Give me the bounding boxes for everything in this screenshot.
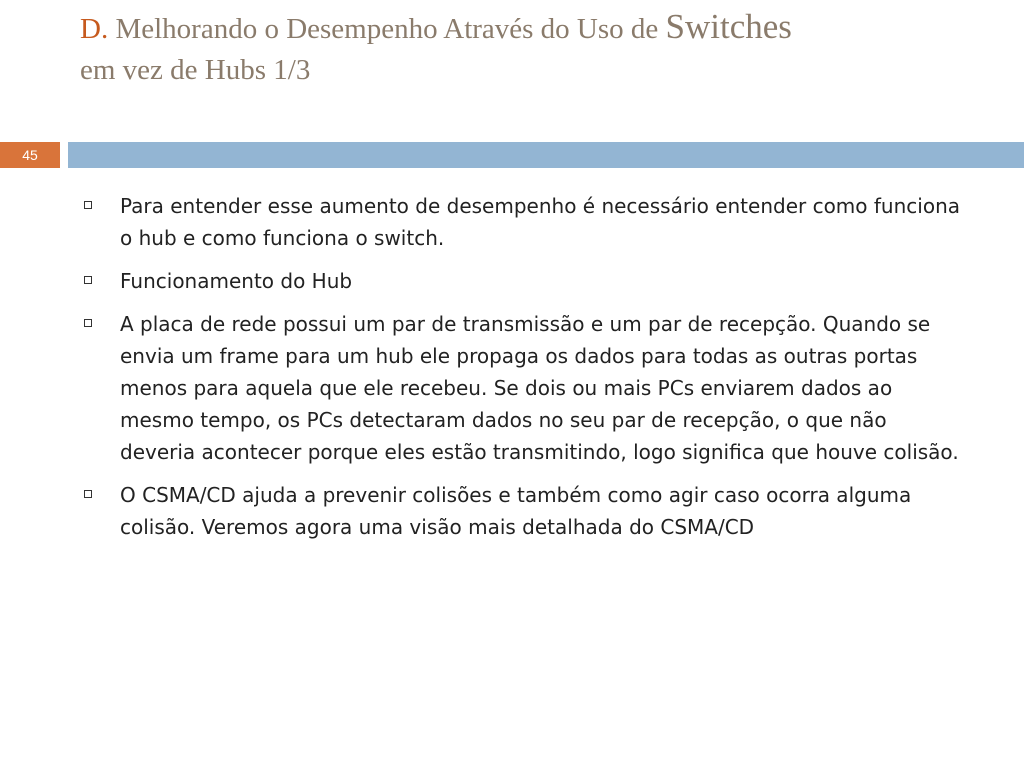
title-emphasis: Switches bbox=[665, 7, 792, 46]
square-bullet-icon bbox=[84, 276, 92, 284]
title-line-2: em vez de Hubs 1/3 bbox=[80, 54, 311, 86]
bullet-text: Para entender esse aumento de desempenho é necessário entender como funciona o hub e como funciona o switch. bbox=[120, 194, 960, 250]
slide-title bbox=[80, 6, 980, 91]
bullet-item bbox=[84, 479, 964, 543]
title-prefix: D. bbox=[80, 13, 109, 45]
header-bar bbox=[68, 142, 1024, 168]
square-bullet-icon bbox=[84, 201, 92, 209]
title-text: Melhorando o Desempenho Através do Uso de bbox=[108, 13, 666, 45]
slide-number: 45 bbox=[0, 142, 60, 168]
bullet-item bbox=[84, 265, 964, 297]
bullet-text: O CSMA/CD ajuda a prevenir colisões e também como agir caso ocorra alguma colisão. Veremos agora uma visão mais detalhada do CSMA/CD bbox=[120, 483, 912, 539]
bullet-item bbox=[84, 308, 964, 468]
square-bullet-icon bbox=[84, 319, 92, 327]
square-bullet-icon bbox=[84, 490, 92, 498]
bullet-list bbox=[84, 190, 964, 554]
bullet-text: A placa de rede possui um par de transmissão e um par de recepção. Quando se envia um frame para um hub ele propaga os dados para todas as outras portas menos para aquela que ele recebeu. Se dois ou mais PCs enviarem dados ao mesmo tempo, os PCs detectaram dados no seu par de recepção, o que não deveria acontecer porque eles estão transmitindo, logo significa que houve colisão. bbox=[120, 312, 959, 464]
bullet-text: Funcionamento do Hub bbox=[120, 269, 353, 293]
bullet-item bbox=[84, 190, 964, 254]
